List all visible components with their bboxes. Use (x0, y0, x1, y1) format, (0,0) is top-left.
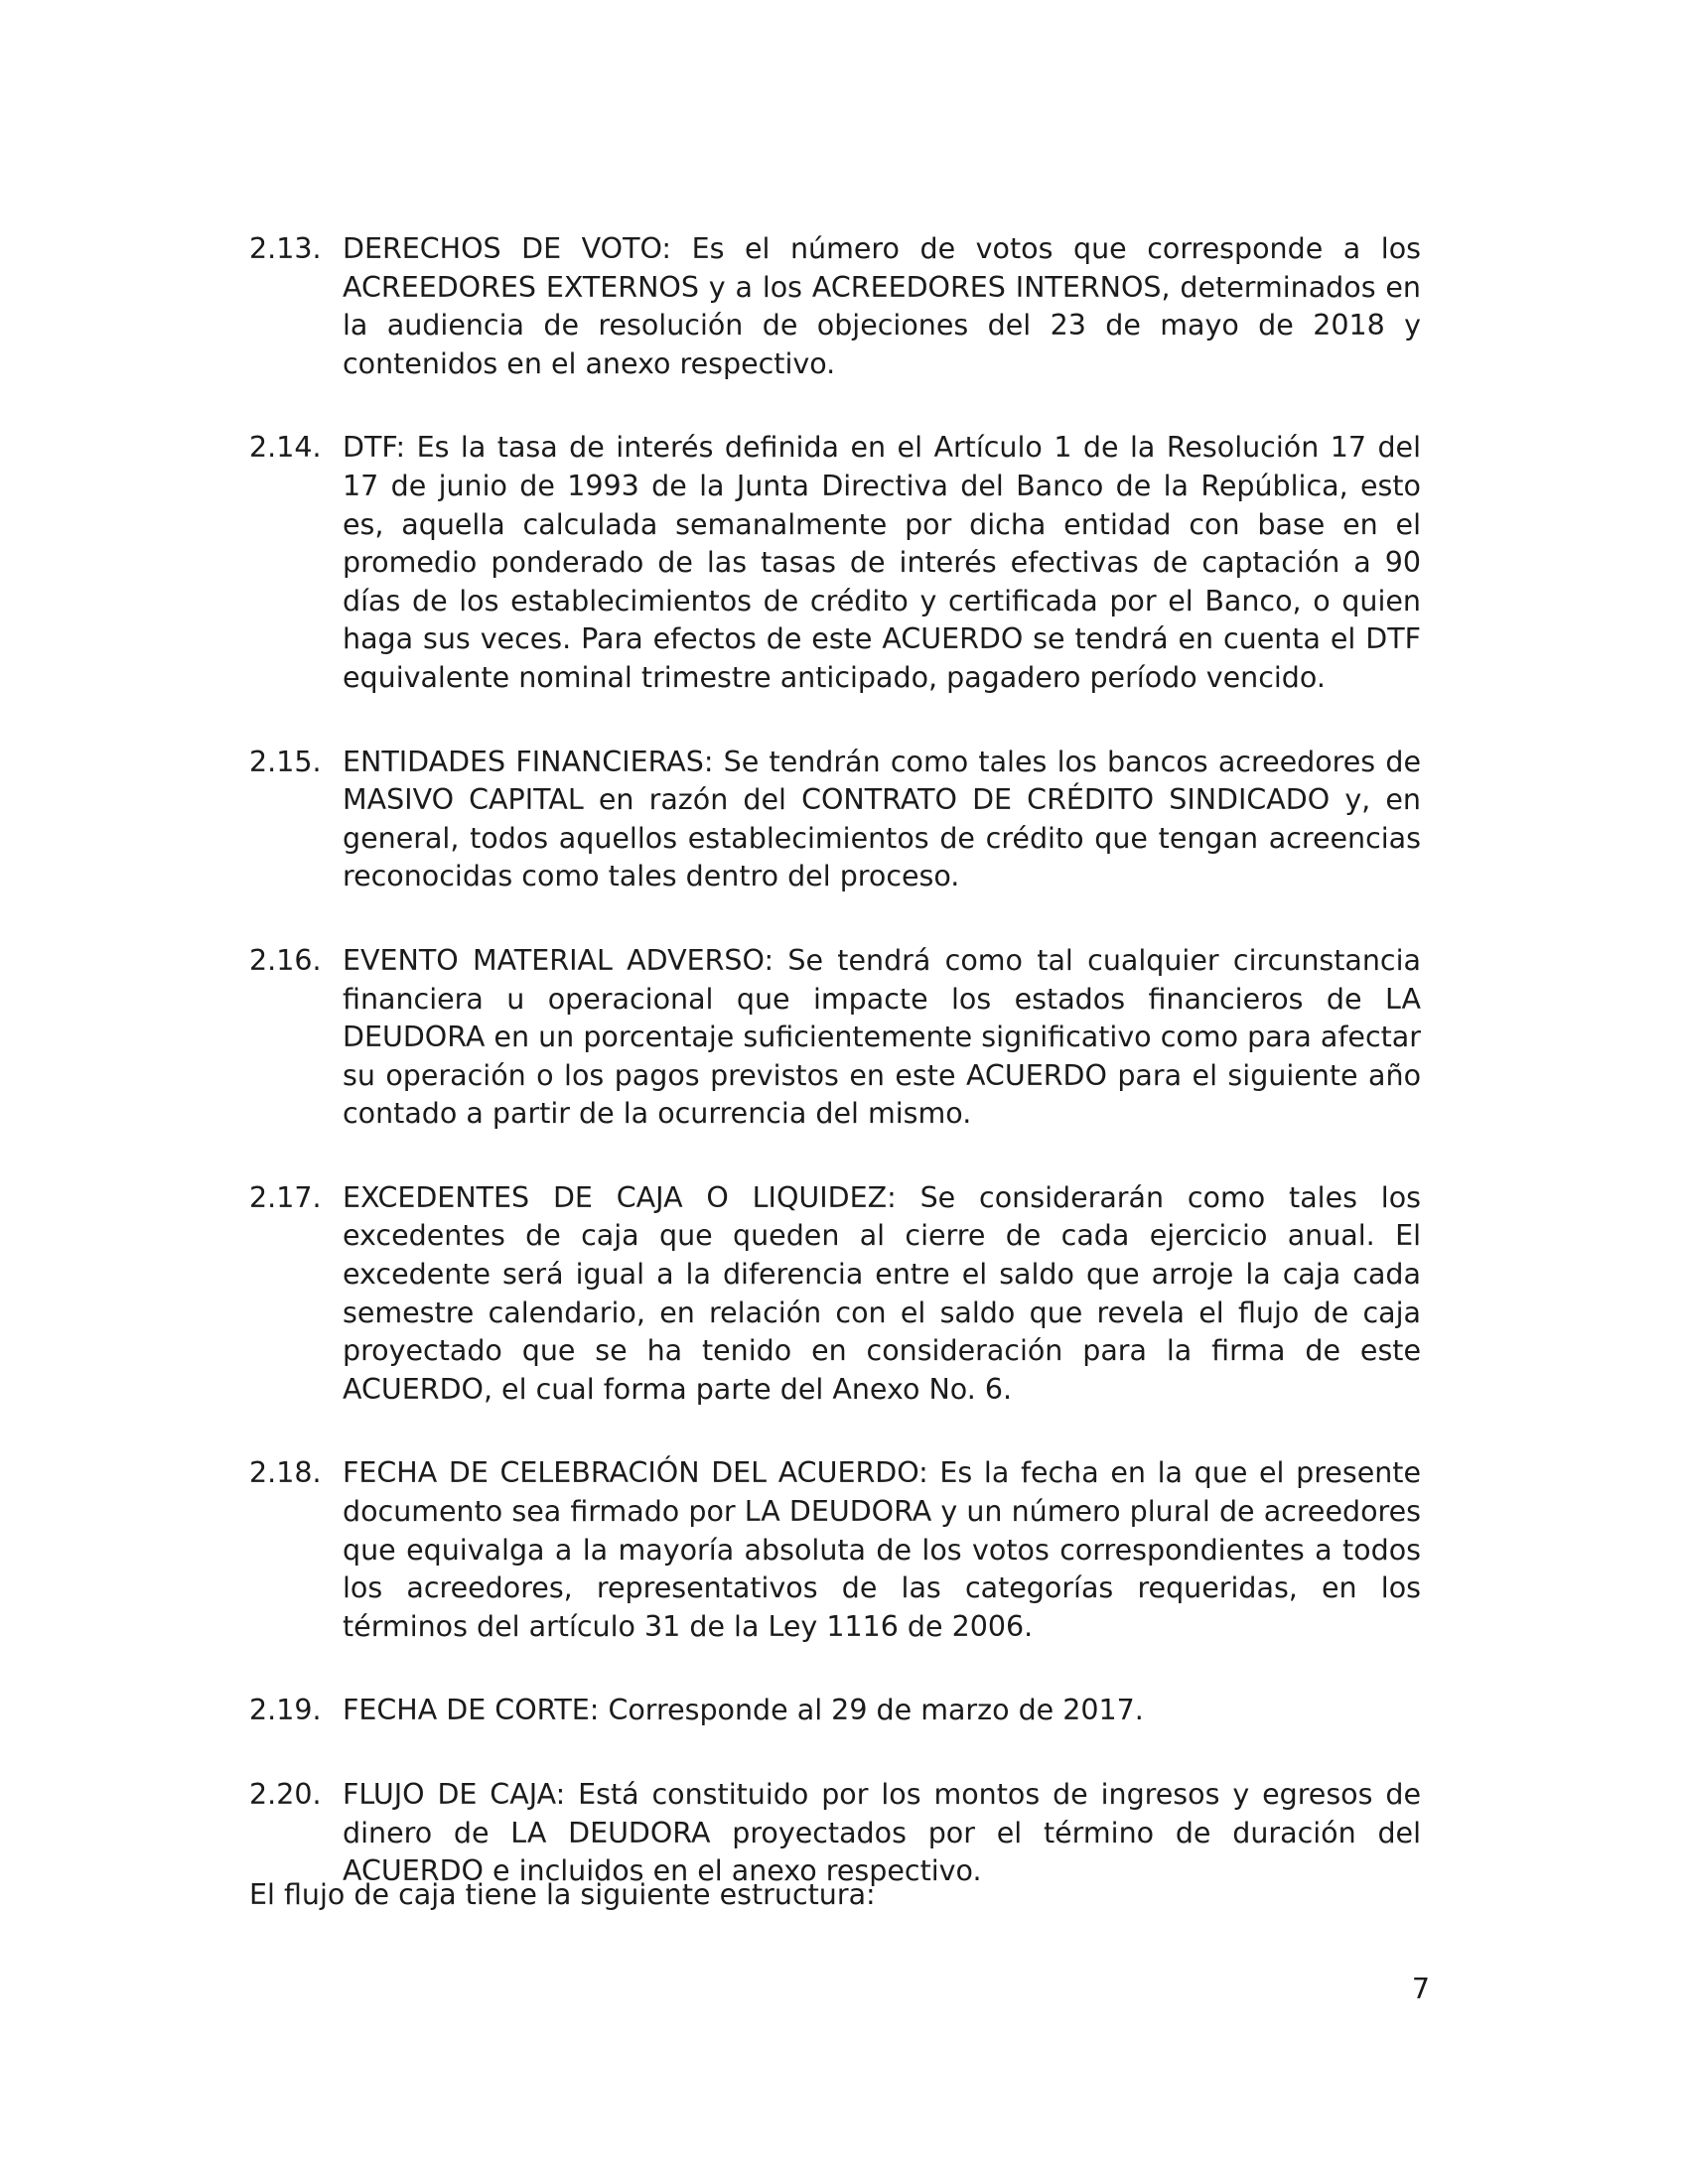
clause-text: EXCEDENTES DE CAJA O LIQUIDEZ: Se considerarán como tales los excedentes de caja que queden al cierre de cada ejercicio anual. El excedente será igual a la diferencia entre el saldo que arroje la caja cada semestre calendario, en relación con el saldo que revela el flujo de caja proyectado que se ha tenido en consideración para la firma de este ACUERDO, el cual forma parte del Anexo No. 6. (343, 1180, 1421, 1406)
clause-number: 2.19. (249, 1694, 322, 1727)
clause-2-20 (249, 1776, 1421, 1891)
clause-text: DERECHOS DE VOTO: Es el número de votos que corresponde a los ACREEDORES EXTERNOS y a los ACREEDORES INTERNOS, determinados en la audiencia de resolución de objeciones del 23 de mayo de 2018 y contenidos en el anexo respectivo. (343, 232, 1421, 380)
clause-text: FECHA DE CELEBRACIÓN DEL ACUERDO: Es la fecha en la que el presente documento sea firmado por LA DEUDORA y un número plural de acreedores que equivalga a la mayoría absoluta de los votos correspondientes a todos los acreedores, representativos de las categorías requeridas, en los términos del artículo 31 de la Ley 1116 de 2006. (343, 1456, 1421, 1643)
clause-2-18 (249, 1454, 1421, 1646)
clause-text: FECHA DE CORTE: Corresponde al 29 de marzo de 2017. (343, 1694, 1144, 1727)
clause-number: 2.16. (249, 943, 322, 977)
clause-number: 2.14. (249, 431, 322, 465)
clause-2-17 (249, 1179, 1421, 1410)
clause-2-14 (249, 429, 1421, 697)
clause-2-19 (249, 1692, 1421, 1730)
clause-text: ENTIDADES FINANCIERAS: Se tendrán como tales los bancos acreedores de MASIVO CAPITAL en razón del CONTRATO DE CRÉDITO SINDICADO y, en general, todos aquellos establecimientos de crédito que tengan acreencias reconocidas como tales dentro del proceso. (343, 745, 1421, 893)
clause-2-15 (249, 744, 1421, 896)
clause-text: FLUJO DE CAJA: Está constituido por los montos de ingresos y egresos de dinero de LA DEUDORA proyectados por el término de duración del ACUERDO e incluidos en el anexo respectivo. (343, 1778, 1421, 1888)
definitions-list (249, 230, 1421, 1937)
clause-2-13 (249, 230, 1421, 383)
page-number: 7 (1411, 1973, 1430, 2005)
clause-number: 2.13. (249, 232, 322, 265)
clause-2-16 (249, 942, 1421, 1134)
clause-number: 2.17. (249, 1180, 322, 1214)
clause-number: 2.20. (249, 1778, 322, 1811)
clause-text: DTF: Es la tasa de interés definida en el Artículo 1 de la Resolución 17 del 17 de junio de 1993 de la Junta Directiva del Banco de la República, esto es, aquella calculada semanalmente por dicha entidad con base en el promedio ponderado de las tasas de interés efectivas de captación a 90 días de los establecimientos de crédito y certificada por el Banco, o quien haga sus veces. Para efectos de este ACUERDO se tendrá en cuenta el DTF equivalente nominal trimestre anticipado, pagadero período vencido. (343, 431, 1421, 694)
clause-number: 2.15. (249, 745, 322, 778)
clause-text: EVENTO MATERIAL ADVERSO: Se tendrá como tal cualquier circunstancia financiera u operacional que impacte los estados financieros de LA DEUDORA en un porcentaje suficientemente significativo como para afectar su operación o los pagos previstos en este ACUERDO para el siguiente año contado a partir de la ocurrencia del mismo. (343, 943, 1421, 1131)
clause-number: 2.18. (249, 1456, 322, 1490)
cash-flow-intro: El flujo de caja tiene la siguiente estructura: (249, 1878, 876, 1911)
